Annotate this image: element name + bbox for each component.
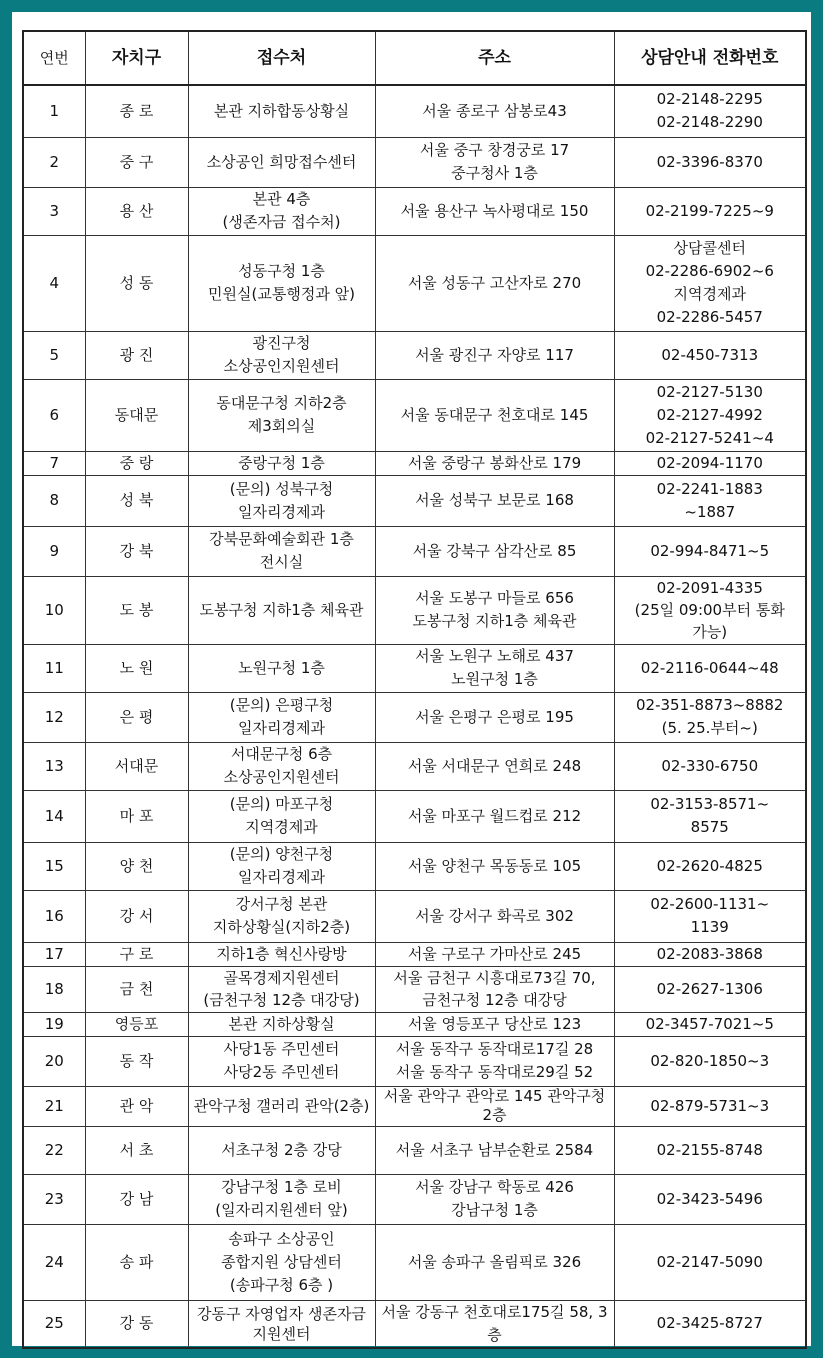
- cell-phone-line: 02-2116-0644~48: [640, 658, 779, 677]
- cell-office-line: 중랑구청 1층: [238, 453, 325, 472]
- cell-office-line: 민원실(교통행정과 앞): [208, 285, 355, 303]
- cell-address: [375, 742, 614, 790]
- cell-phone-line: 02-3153-8571~: [650, 795, 770, 813]
- table-row: [23, 692, 806, 742]
- cell-office-line: 사당2동 주민센터: [223, 1063, 340, 1081]
- cell-office-line: 지하상황실(지하2층): [212, 918, 351, 936]
- cell-no: 16: [23, 890, 85, 942]
- cell-address: [375, 842, 614, 890]
- cell-address-line: 서울 도봉구 마들로 656: [415, 589, 574, 607]
- cell-address-line: 서울 양천구 목동동로 105: [407, 856, 582, 875]
- cell-phone-line: 02-2600-1131~: [650, 895, 770, 913]
- cell-phone-line: 02-2091-4335: [656, 579, 763, 597]
- cell-phone-line: 02-2286-5457: [656, 308, 763, 326]
- cell-district: 성 동: [85, 235, 188, 331]
- cell-phone-line: 가능): [692, 623, 728, 641]
- cell-office-line: 서초구청 2층 강당: [221, 1140, 342, 1159]
- cell-phone-line: 02-2620-4825: [656, 856, 763, 875]
- cell-phone: [614, 451, 806, 475]
- cell-district: 금 천: [85, 966, 188, 1012]
- cell-office: [188, 331, 375, 379]
- cell-no: 24: [23, 1224, 85, 1300]
- table-row: [23, 1174, 806, 1224]
- cell-no: 21: [23, 1086, 85, 1126]
- cell-address: [375, 1224, 614, 1300]
- cell-office: [188, 1224, 375, 1300]
- cell-phone-line: ~1887: [684, 502, 736, 521]
- header-phone: [614, 31, 806, 85]
- cell-address-line: 서울 관악구 관악로 145 관악구청: [383, 1087, 606, 1105]
- cell-office: [188, 644, 375, 692]
- cell-no: 25: [23, 1300, 85, 1348]
- cell-district: 동 작: [85, 1036, 188, 1086]
- cell-address-line: 금천구청 12층 대강당: [422, 991, 567, 1009]
- cell-phone: [614, 1086, 806, 1126]
- cell-district: 마 포: [85, 790, 188, 842]
- header-no: 연번: [23, 31, 85, 85]
- cell-phone: [614, 526, 806, 576]
- cell-phone-line: 02-2155-8748: [656, 1140, 763, 1159]
- cell-address-line: 2층: [482, 1106, 507, 1124]
- table-body: [23, 85, 806, 1348]
- table-row: [23, 742, 806, 790]
- cell-no: 9: [23, 526, 85, 576]
- cell-phone-line: 02-2127-5130: [656, 382, 763, 401]
- cell-phone: [614, 331, 806, 379]
- cell-address-line: 서울 동작구 동작대로29길 52: [395, 1063, 594, 1081]
- cell-address-line: 서울 강남구 학동로 426: [415, 1178, 574, 1196]
- header-phone-line1: 상담안내: [641, 47, 707, 68]
- cell-office-line: 본관 지하합동상황실: [213, 101, 350, 120]
- cell-address: [375, 187, 614, 235]
- cell-phone: [614, 85, 806, 137]
- cell-phone-line: 02-2199-7225~9: [645, 201, 774, 220]
- cell-office-line: 본관 4층: [252, 190, 311, 208]
- table-row: [23, 966, 806, 1012]
- cell-district: 강 북: [85, 526, 188, 576]
- cell-office: [188, 790, 375, 842]
- cell-office: [188, 942, 375, 966]
- cell-address: [375, 1036, 614, 1086]
- cell-phone-line: 02-330-6750: [661, 756, 759, 775]
- cell-office-line: 송파구 소상공인: [228, 1229, 335, 1248]
- cell-office-line: 서대문구청 6층: [230, 745, 333, 763]
- cell-office-line: 골목경제지원센터: [223, 969, 340, 987]
- cell-office: [188, 85, 375, 137]
- cell-address: [375, 1300, 614, 1348]
- cell-office: [188, 966, 375, 1012]
- cell-district: 영등포: [85, 1012, 188, 1036]
- cell-district: 은 평: [85, 692, 188, 742]
- cell-office-line: 지하1층 혁신사랑방: [216, 944, 347, 963]
- cell-office-line: 지원센터: [252, 1324, 311, 1343]
- consultation-table: [22, 30, 807, 1349]
- cell-address: [375, 379, 614, 451]
- cell-address: [375, 644, 614, 692]
- cell-phone-line: 02-2147-5090: [656, 1252, 763, 1271]
- table-row: [23, 187, 806, 235]
- cell-no: 3: [23, 187, 85, 235]
- cell-phone: [614, 1174, 806, 1224]
- cell-office-line: 제3회의실: [247, 417, 316, 435]
- cell-address-line: 서울 서초구 남부순환로 2584: [395, 1140, 594, 1159]
- cell-address: [375, 331, 614, 379]
- cell-office: [188, 1036, 375, 1086]
- cell-no: 8: [23, 475, 85, 526]
- cell-office: [188, 890, 375, 942]
- cell-office: [188, 235, 375, 331]
- cell-phone: [614, 1224, 806, 1300]
- cell-phone-line: 02-820-1850~3: [650, 1051, 770, 1070]
- cell-phone: [614, 1036, 806, 1086]
- cell-office: [188, 187, 375, 235]
- cell-address-line: 노원구청 1층: [451, 670, 538, 688]
- table-row: [23, 1086, 806, 1126]
- table-row: [23, 1012, 806, 1036]
- cell-office-line: 노원구청 1층: [238, 658, 325, 677]
- cell-office: [188, 842, 375, 890]
- cell-district: 광 진: [85, 331, 188, 379]
- cell-office-line: 소상공인지원센터: [223, 357, 340, 375]
- cell-address: [375, 526, 614, 576]
- cell-office-line: 일자리경제과: [238, 502, 325, 521]
- header-phone-line2: 전화번호: [712, 47, 779, 68]
- cell-address: [375, 942, 614, 966]
- cell-no: 14: [23, 790, 85, 842]
- cell-office: [188, 742, 375, 790]
- cell-office-line: 사당1동 주민센터: [223, 1040, 340, 1058]
- cell-district: 양 천: [85, 842, 188, 890]
- table-row: [23, 379, 806, 451]
- cell-no: 10: [23, 576, 85, 644]
- cell-no: 12: [23, 692, 85, 742]
- cell-address-line: 서울 강서구 화곡로 302: [415, 906, 574, 925]
- cell-phone: [614, 942, 806, 966]
- cell-office-line: 소상공인지원센터: [223, 768, 340, 786]
- cell-phone-line: (25일 09:00부터 통화: [634, 601, 785, 619]
- cell-address-line: 서울 강북구 삼각산로 85: [412, 541, 577, 560]
- cell-address-line: 서울 용산구 녹사평대로 150: [400, 201, 589, 220]
- cell-address-line: 서울 성북구 보문로 168: [415, 491, 574, 509]
- cell-phone: [614, 187, 806, 235]
- table-row: [23, 842, 806, 890]
- header-office: 접수처: [188, 31, 375, 85]
- cell-address-line: 서울 동대문구 천호대로 145: [400, 405, 589, 424]
- cell-office: [188, 1126, 375, 1174]
- cell-no: 4: [23, 235, 85, 331]
- cell-phone-line: 02-2148-2295: [656, 90, 763, 109]
- cell-address-line: 서울 강동구 천호대로175길 58, 3층: [381, 1302, 608, 1344]
- cell-address-line: 서울 중구 창경궁로 17: [419, 141, 570, 159]
- table-row: [23, 942, 806, 966]
- cell-phone-line: 8575: [690, 818, 729, 836]
- cell-office: [188, 1086, 375, 1126]
- cell-phone-line: 02-2627-1306: [656, 979, 763, 998]
- cell-office-line: (문의) 양천구청: [229, 845, 334, 863]
- cell-phone: [614, 1012, 806, 1036]
- cell-office: [188, 1012, 375, 1036]
- cell-phone: [614, 966, 806, 1012]
- cell-office: [188, 475, 375, 526]
- cell-office-line: 강동구 자영업자 생존자금: [197, 1304, 366, 1323]
- cell-district: 송 파: [85, 1224, 188, 1300]
- table-row: [23, 1300, 806, 1348]
- cell-district: 노 원: [85, 644, 188, 692]
- cell-phone-line: 02-3425-8727: [656, 1314, 763, 1332]
- cell-address: [375, 85, 614, 137]
- cell-district: 서대문: [85, 742, 188, 790]
- cell-address: [375, 1012, 614, 1036]
- cell-phone: [614, 137, 806, 187]
- cell-phone-line: 02-3396-8370: [656, 152, 763, 171]
- cell-phone: [614, 692, 806, 742]
- cell-phone: [614, 842, 806, 890]
- cell-no: 7: [23, 451, 85, 475]
- cell-office-line: 관악구청 갤러리 관악(2층): [193, 1096, 370, 1115]
- cell-phone-line: 지역경제과: [673, 285, 746, 303]
- cell-district: 용 산: [85, 187, 188, 235]
- cell-address-line: 도봉구청 지하1층 체육관: [412, 612, 577, 630]
- header-row: [23, 31, 806, 85]
- cell-no: 5: [23, 331, 85, 379]
- cell-office-line: (문의) 은평구청: [229, 696, 334, 714]
- cell-address-line: 서울 종로구 삼봉로43: [422, 101, 567, 120]
- cell-office-line: 강서구청 본관: [235, 895, 328, 913]
- cell-address-line: 서울 노원구 노해로 437: [415, 647, 574, 665]
- table-row: [23, 1036, 806, 1086]
- cell-address: [375, 576, 614, 644]
- cell-address: [375, 1174, 614, 1224]
- cell-address-line: 중구청사 1층: [451, 164, 538, 182]
- cell-district: 성 북: [85, 475, 188, 526]
- cell-phone: [614, 790, 806, 842]
- cell-district: 도 봉: [85, 576, 188, 644]
- cell-address: [375, 692, 614, 742]
- cell-office-line: (문의) 마포구청: [229, 795, 334, 813]
- cell-phone-line: 02-2083-3868: [656, 944, 763, 963]
- cell-district: 동대문: [85, 379, 188, 451]
- cell-district: 구 로: [85, 942, 188, 966]
- cell-office: [188, 692, 375, 742]
- cell-no: 17: [23, 942, 85, 966]
- cell-address-line: 서울 성동구 고산자로 270: [407, 273, 582, 292]
- cell-phone-line: (5. 25.부터~): [661, 719, 758, 737]
- cell-phone: [614, 1300, 806, 1348]
- cell-phone-line: 상담콜센터: [673, 239, 746, 257]
- cell-no: 15: [23, 842, 85, 890]
- cell-office-line: 성동구청 1층: [238, 262, 325, 280]
- cell-office-line: (일자리지원센터 앞): [215, 1201, 348, 1219]
- cell-address-line: 강남구청 1층: [451, 1201, 538, 1219]
- cell-address-line: 서울 구로구 가마산로 245: [407, 944, 582, 963]
- cell-office: [188, 1174, 375, 1224]
- cell-office-line: 강남구청 1층 로비: [221, 1178, 342, 1196]
- cell-address-line: 서울 영등포구 당산로 123: [407, 1014, 582, 1033]
- cell-phone-line: 02-3457-7021~5: [645, 1014, 774, 1033]
- cell-office: [188, 451, 375, 475]
- cell-phone-line: 02-3423-5496: [656, 1189, 763, 1208]
- cell-address-line: 서울 금천구 시흥대로73길 70,: [393, 969, 596, 987]
- cell-office-line: 강북문화예술회관 1층: [209, 530, 354, 548]
- cell-district: 종 로: [85, 85, 188, 137]
- document-page: [12, 12, 811, 1346]
- table-row: [23, 644, 806, 692]
- cell-office-line: (송파구청 6층 ): [229, 1275, 334, 1294]
- cell-phone-line: 1139: [690, 918, 729, 936]
- cell-no: 22: [23, 1126, 85, 1174]
- cell-phone-line: 02-450-7313: [661, 345, 759, 364]
- cell-office-line: (생존자금 접수처): [222, 213, 341, 231]
- cell-phone-line: 02-351-8873~8882: [636, 696, 784, 714]
- cell-district: 서 초: [85, 1126, 188, 1174]
- cell-office-line: 소상공인 희망접수센터: [206, 152, 357, 171]
- cell-office-line: (금천구청 12층 대강당): [203, 991, 360, 1009]
- cell-office-line: 일자리경제과: [238, 719, 325, 737]
- cell-district: 강 서: [85, 890, 188, 942]
- cell-office-line: 지역경제과: [245, 818, 318, 836]
- cell-office: [188, 1300, 375, 1348]
- cell-no: 6: [23, 379, 85, 451]
- cell-phone-line: 02-2127-5241~4: [645, 428, 774, 447]
- cell-office-line: 일자리경제과: [238, 868, 325, 886]
- table-row: [23, 235, 806, 331]
- cell-address: [375, 890, 614, 942]
- cell-address-line: 서울 동작구 동작대로17길 28: [395, 1040, 594, 1058]
- cell-office-line: 광진구청: [252, 334, 311, 352]
- cell-office: [188, 137, 375, 187]
- cell-phone: [614, 890, 806, 942]
- cell-address: [375, 966, 614, 1012]
- cell-office-line: (문의) 성북구청: [229, 479, 334, 498]
- cell-phone-line: 02-2241-1883: [656, 479, 763, 498]
- cell-no: 18: [23, 966, 85, 1012]
- table-row: [23, 1224, 806, 1300]
- cell-address-line: 서울 은평구 은평로 195: [415, 707, 574, 726]
- cell-office-line: 본관 지하상황실: [228, 1014, 335, 1033]
- cell-district: 중 랑: [85, 451, 188, 475]
- cell-address: [375, 235, 614, 331]
- cell-address: [375, 451, 614, 475]
- cell-address-line: 서울 서대문구 연희로 248: [407, 756, 582, 775]
- cell-no: 20: [23, 1036, 85, 1086]
- table-row: [23, 1126, 806, 1174]
- cell-address-line: 서울 광진구 자양로 117: [415, 345, 574, 364]
- table-row: [23, 451, 806, 475]
- table-row: [23, 331, 806, 379]
- cell-no: 19: [23, 1012, 85, 1036]
- cell-district: 강 동: [85, 1300, 188, 1348]
- cell-office-line: 도봉구청 지하1층 체육관: [199, 600, 364, 619]
- cell-phone: [614, 379, 806, 451]
- cell-phone: [614, 1126, 806, 1174]
- cell-phone-line: 02-994-8471~5: [650, 541, 770, 560]
- table-row: [23, 137, 806, 187]
- cell-office: [188, 576, 375, 644]
- cell-phone-line: 02-2127-4992: [656, 405, 763, 424]
- cell-district: 강 남: [85, 1174, 188, 1224]
- header-address: 주소: [375, 31, 614, 85]
- table-row: [23, 526, 806, 576]
- cell-address-line: 서울 마포구 월드컵로 212: [407, 806, 582, 825]
- cell-address: [375, 1126, 614, 1174]
- cell-address-line: 서울 중랑구 봉화산로 179: [407, 453, 582, 472]
- header-district: 자치구: [85, 31, 188, 85]
- table-row: [23, 790, 806, 842]
- table-row: [23, 576, 806, 644]
- cell-no: 1: [23, 85, 85, 137]
- cell-phone: [614, 742, 806, 790]
- cell-phone: [614, 475, 806, 526]
- cell-no: 11: [23, 644, 85, 692]
- cell-no: 23: [23, 1174, 85, 1224]
- table-row: [23, 85, 806, 137]
- cell-office: [188, 526, 375, 576]
- cell-phone-line: 02-879-5731~3: [650, 1096, 770, 1115]
- cell-phone: [614, 235, 806, 331]
- cell-phone-line: 02-2094-1170: [656, 453, 763, 472]
- cell-office-line: 동대문구청 지하2층: [216, 394, 347, 412]
- cell-phone-line: 02-2148-2290: [656, 113, 763, 132]
- table-row: [23, 475, 806, 526]
- cell-phone: [614, 644, 806, 692]
- cell-district: 관 악: [85, 1086, 188, 1126]
- cell-office-line: 전시실: [259, 553, 304, 571]
- cell-phone-line: 02-2286-6902~6: [645, 262, 774, 280]
- cell-no: 13: [23, 742, 85, 790]
- cell-address: [375, 137, 614, 187]
- cell-office: [188, 379, 375, 451]
- cell-address: [375, 790, 614, 842]
- cell-office-line: 종합지원 상담센터: [221, 1252, 342, 1271]
- cell-address-line: 서울 송파구 올림픽로 326: [407, 1252, 582, 1271]
- cell-district: 중 구: [85, 137, 188, 187]
- cell-no: 2: [23, 137, 85, 187]
- table-row: [23, 890, 806, 942]
- cell-phone: [614, 576, 806, 644]
- cell-address: [375, 475, 614, 526]
- cell-address: [375, 1086, 614, 1126]
